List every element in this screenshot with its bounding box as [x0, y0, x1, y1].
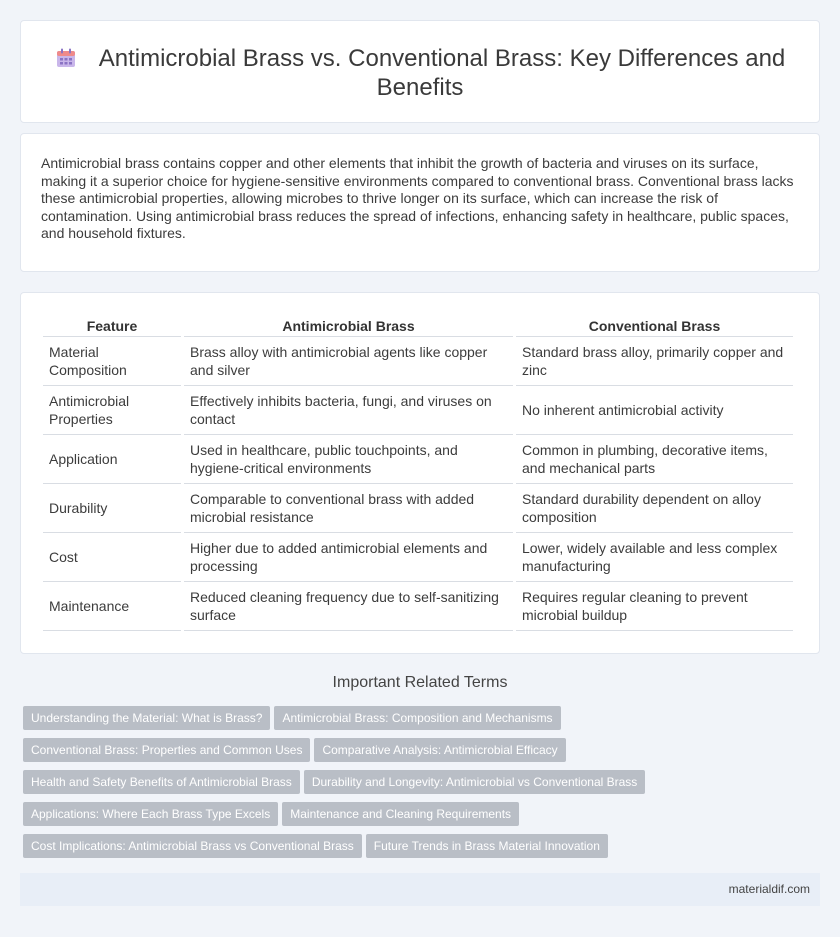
related-term-tag[interactable]: Maintenance and Cleaning Requirements	[282, 802, 519, 826]
conventional-cell: Common in plumbing, decorative items, and mechanical parts	[516, 435, 793, 484]
related-term-tag[interactable]: Applications: Where Each Brass Type Excels	[23, 802, 278, 826]
related-term-tag[interactable]: Cost Implications: Antimicrobial Brass vs Conventional Brass	[23, 834, 362, 858]
feature-cell: Maintenance	[43, 582, 181, 631]
related-term-tag[interactable]: Future Trends in Brass Material Innovation	[366, 834, 608, 858]
table-row	[43, 337, 793, 386]
feature-cell: Application	[43, 435, 181, 484]
page-title-text: Antimicrobial Brass vs. Conventional Brass: Key Differences and Benefits	[98, 45, 786, 101]
table-row	[43, 533, 793, 582]
related-term-tag[interactable]: Conventional Brass: Properties and Common Uses	[23, 738, 310, 762]
conventional-cell: Requires regular cleaning to prevent microbial buildup	[516, 582, 793, 631]
antimicrobial-cell: Effectively inhibits bacteria, fungi, and viruses on contact	[184, 386, 513, 435]
conventional-cell: Standard durability dependent on alloy composition	[516, 484, 793, 533]
related-terms-heading: Important Related Terms	[332, 674, 508, 691]
header-conventional-brass: Conventional Brass	[516, 317, 793, 337]
feature-cell: Durability	[43, 484, 181, 533]
feature-cell: Material Composition	[43, 337, 181, 386]
antimicrobial-cell: Comparable to conventional brass with added microbial resistance	[184, 484, 513, 533]
antimicrobial-cell: Higher due to added antimicrobial elements and processing	[184, 533, 513, 582]
table-row	[43, 484, 793, 533]
antimicrobial-cell: Reduced cleaning frequency due to self-sanitizing surface	[184, 582, 513, 631]
antimicrobial-cell: Used in healthcare, public touchpoints, and hygiene-critical environments	[184, 435, 513, 484]
table-row	[43, 386, 793, 435]
conventional-cell: Lower, widely available and less complex manufacturing	[516, 533, 793, 582]
header-antimicrobial-brass: Antimicrobial Brass	[184, 317, 513, 337]
conventional-cell: Standard brass alloy, primarily copper and zinc	[516, 337, 793, 386]
antimicrobial-cell: Brass alloy with antimicrobial agents like copper and silver	[184, 337, 513, 386]
comparison-table-card	[20, 292, 820, 654]
table-row	[43, 435, 793, 484]
footer	[20, 873, 820, 906]
related-term-tag[interactable]: Comparative Analysis: Antimicrobial Efficacy	[314, 738, 565, 762]
table-header-row	[43, 317, 793, 337]
calendar-icon	[55, 47, 77, 69]
related-term-tag[interactable]: Antimicrobial Brass: Composition and Mechanisms	[274, 706, 560, 730]
conventional-cell: No inherent antimicrobial activity	[516, 386, 793, 435]
header-card	[20, 20, 820, 123]
comparison-table	[40, 317, 796, 631]
feature-cell: Antimicrobial Properties	[43, 386, 181, 435]
related-term-tag[interactable]: Health and Safety Benefits of Antimicrobial Brass	[23, 770, 300, 794]
related-term-tag[interactable]: Durability and Longevity: Antimicrobial vs Conventional Brass	[304, 770, 646, 794]
intro-card	[20, 133, 820, 272]
related-term-tag[interactable]: Understanding the Material: What is Brass?	[23, 706, 270, 730]
feature-cell: Cost	[43, 533, 181, 582]
intro-paragraph: Antimicrobial brass contains copper and other elements that inhibit the growth of bacteria and viruses on its surface, making it a superior choice for hygiene-sensitive environments compared to conventional brass. Conventional brass lacks these antimicrobial properties, allowing microbes to thrive longer on its surface, which can increase the risk of contamination. Using antimicrobial brass reduces the spread of infections, enhancing safety in healthcare, public spaces, and household fixtures.	[41, 155, 794, 241]
table-row	[43, 582, 793, 631]
page-title	[51, 44, 789, 102]
related-terms-list	[23, 706, 823, 866]
footer-site-link[interactable]: materialdif.com	[728, 882, 810, 896]
header-feature: Feature	[43, 317, 181, 337]
